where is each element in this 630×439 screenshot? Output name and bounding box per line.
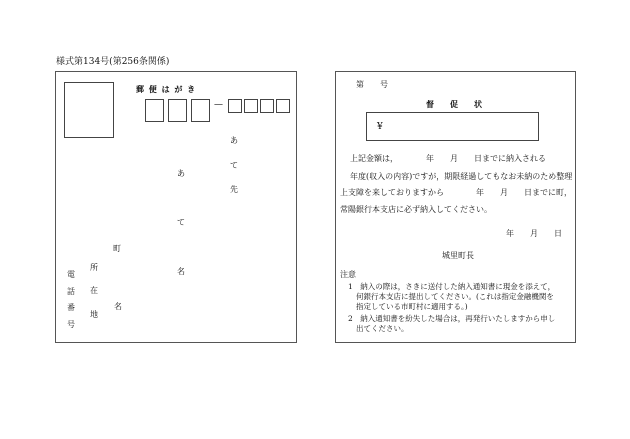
note-line-4: 2 納入通知書を紛失した場合は，再発行いたしますから申し (348, 314, 556, 323)
sender-chi: 地 (90, 310, 98, 319)
body-line-4: 常陽銀行本支店に必ず納入してください。 (340, 205, 492, 214)
addressee-label-1: あ (230, 136, 238, 145)
stamp-box (64, 82, 114, 138)
addressee-label-2: て (230, 161, 238, 170)
amount-box[interactable] (366, 112, 539, 141)
notice-number: 第 号 (356, 80, 388, 89)
sender-zai: 在 (90, 286, 98, 295)
body-line-3: 上支障を来しておりますから 年 月 日までに町， (340, 188, 572, 197)
postcard-panel (55, 71, 297, 343)
note-line-2: 何銀行本支店に提出してください。(これは指定金融機関を (356, 292, 554, 301)
postal-code-box-7[interactable] (276, 99, 290, 113)
postal-code-box-3[interactable] (191, 99, 210, 122)
postal-code-dash: — (214, 100, 223, 110)
sender-town: 町 (113, 244, 121, 253)
notice-title: 督 促 状 (426, 99, 482, 109)
issuer-name: 城里町長 (442, 251, 474, 260)
issue-date: 年 月 日 (506, 229, 562, 238)
phone-label-4: 号 (67, 320, 75, 329)
body-line-2: 年度(収入の内容)ですが，期限経過してもなお未納のため整理 (350, 172, 573, 181)
postcard-header: 郵 便 は が き (136, 84, 197, 94)
postal-code-box-6[interactable] (260, 99, 274, 113)
yen-mark: ¥ (377, 122, 383, 132)
sender-mei: 名 (114, 302, 122, 311)
form-code: 様式第134号(第256条関係) (56, 57, 170, 67)
phone-label-2: 話 (67, 287, 75, 296)
note-line-3: 指定している市町村に適用する。) (356, 302, 468, 311)
body-line-1: 上記金額は， 年 月 日までに納入される (350, 154, 546, 163)
note-line-5: 出てください。 (356, 324, 409, 333)
postal-code-box-5[interactable] (244, 99, 258, 113)
postal-code-box-2[interactable] (168, 99, 187, 122)
phone-label-1: 電 (67, 270, 75, 279)
notice-panel (335, 71, 576, 343)
postal-code-box-1[interactable] (145, 99, 164, 122)
name-label-1: あ (177, 169, 185, 178)
postal-code-box-4[interactable] (228, 99, 242, 113)
phone-label-3: 番 (67, 303, 75, 312)
sender-place: 所 (90, 263, 98, 272)
name-label-2: て (177, 218, 185, 227)
notes-title: 注意 (340, 270, 356, 279)
addressee-label-3: 先 (230, 185, 238, 194)
note-line-1: 1 納入の際は，さきに送付した納入通知書に現金を添えて， (348, 282, 556, 291)
name-label-3: 名 (177, 267, 185, 276)
